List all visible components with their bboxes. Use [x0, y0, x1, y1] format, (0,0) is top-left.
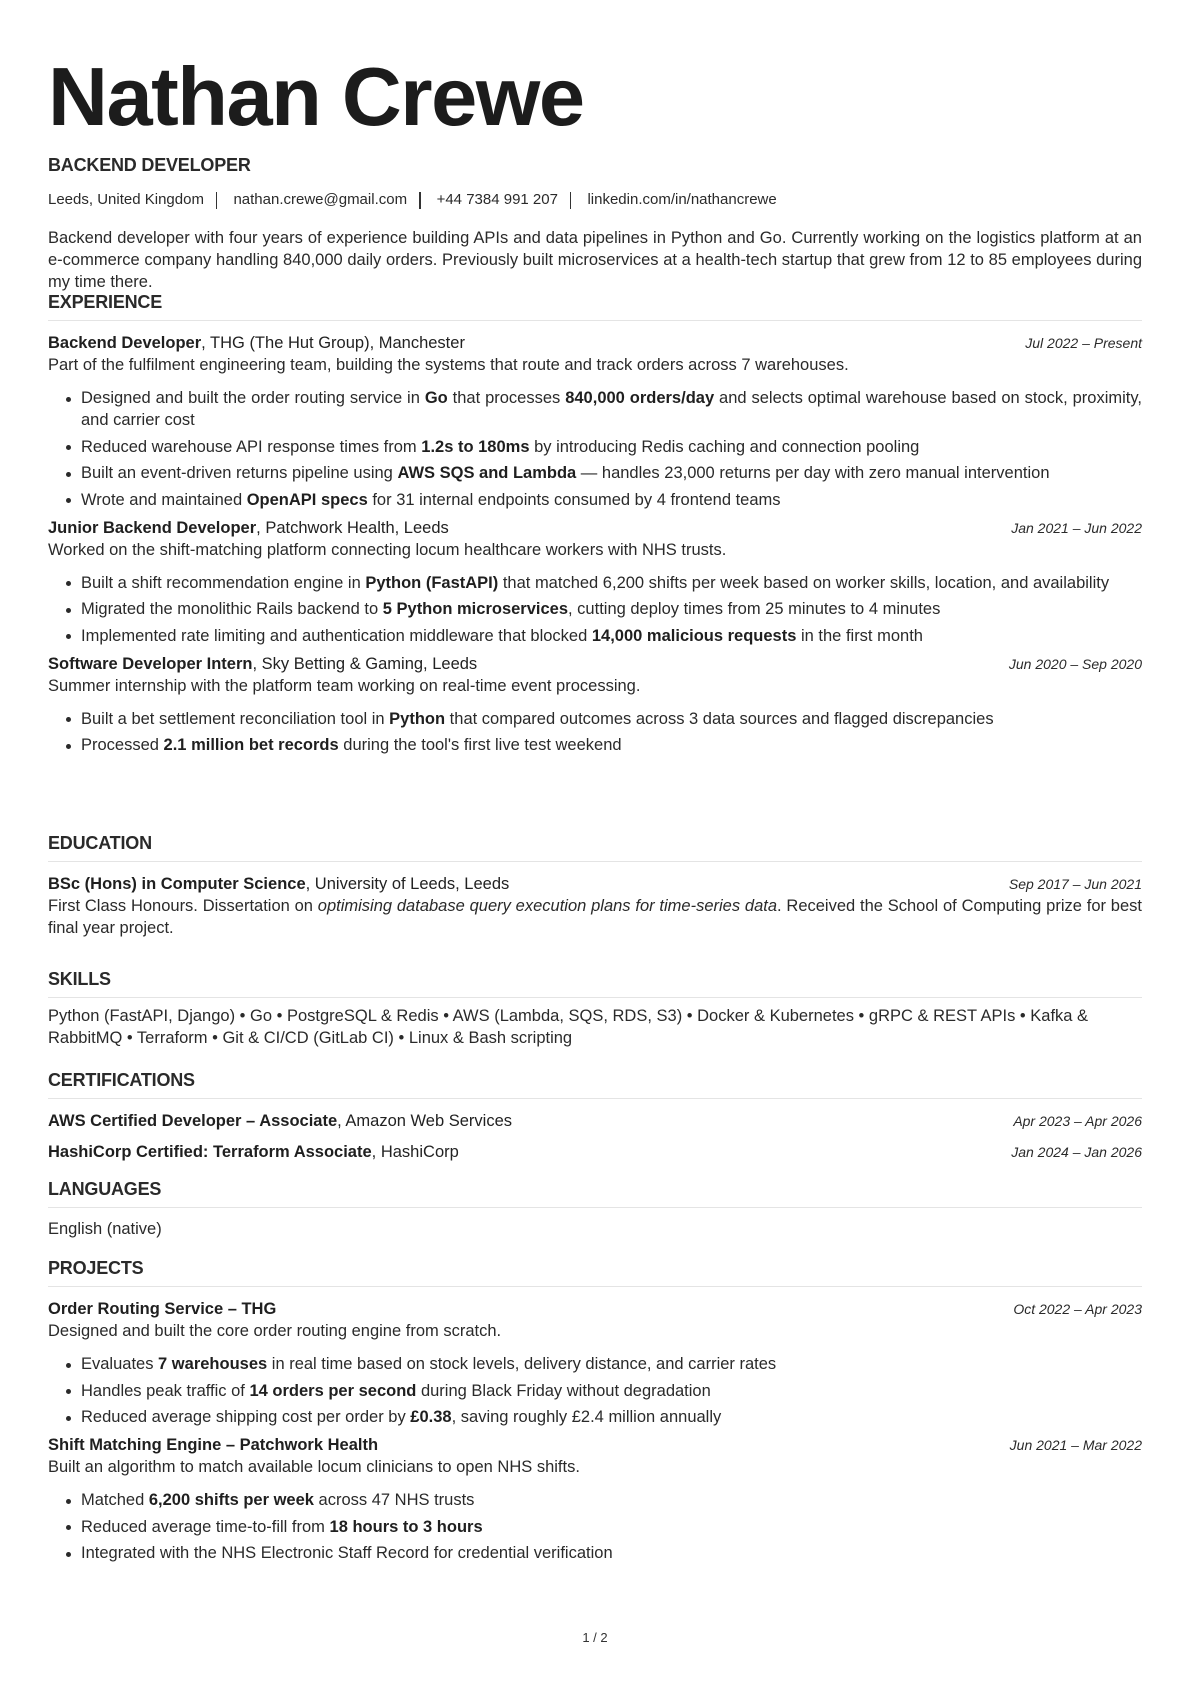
- job-description: Part of the fulfilment engineering team, building the systems that route and track orders across 7 warehouses.: [48, 356, 849, 374]
- candidate-name: Nathan Crewe: [48, 50, 584, 143]
- job-dates: Jan 2021 – Jun 2022: [1011, 519, 1142, 536]
- skills-section: [48, 968, 1142, 1049]
- contact-location: Leeds, United Kingdom: [48, 191, 204, 208]
- job-role: Backend Developer: [48, 334, 202, 352]
- bullet-item: Handles peak traffic of 14 orders per second during Black Friday without degradation: [81, 1380, 1142, 1402]
- job-entry: [48, 653, 1142, 757]
- cert-dates: Jan 2024 – Jan 2026: [1011, 1144, 1142, 1160]
- job-title-line: [48, 653, 477, 675]
- project-dates: Jun 2021 – Mar 2022: [1009, 1437, 1142, 1453]
- contact-email[interactable]: nathan.crewe@gmail.com: [233, 191, 408, 208]
- cert-name: AWS Certified Developer – Associate: [48, 1112, 338, 1130]
- bullet-item: Wrote and maintained OpenAPI specs for 31 internal endpoints consumed by 4 frontend teams: [81, 489, 1142, 511]
- job-org: , Sky Betting & Gaming, Leeds: [252, 654, 478, 673]
- project-description: Designed and built the core order routing engine from scratch.: [48, 1322, 502, 1340]
- job-title-line: [48, 517, 449, 539]
- bullet-item: Built a shift recommendation engine in Python (FastAPI) that matched 6,200 shifts per week based on worker skills, location, and availability: [81, 572, 1142, 594]
- cert-dates: Apr 2023 – Apr 2026: [1013, 1113, 1142, 1129]
- bullet-item: Built an event-driven returns pipeline using AWS SQS and Lambda — handles 23,000 returns per day with zero manual intervention: [81, 462, 1142, 484]
- cert-name: HashiCorp Certified: Terraform Associate: [48, 1143, 372, 1161]
- job-org: , Patchwork Health, Leeds: [256, 518, 449, 537]
- section-title-education: EDUCATION: [48, 832, 1142, 862]
- job-dates: Jul 2022 – Present: [1025, 335, 1142, 351]
- job-bullets: [48, 572, 1142, 647]
- job-entry: [48, 332, 1142, 511]
- bullet-item: Reduced warehouse API response times from 1.2s to 180ms by introducing Redis caching and connection pooling: [81, 436, 1142, 458]
- bullet-item: Designed and built the order routing service in Go that processes 840,000 orders/day and selects optimal warehouse based on stock, proximity, and carrier cost: [81, 389, 1142, 429]
- certification-item: [48, 1141, 1142, 1163]
- education-entry: [48, 873, 1142, 939]
- project-description: Built an algorithm to match available locum clinicians to open NHS shifts.: [48, 1458, 580, 1476]
- contact-row: [48, 190, 1142, 210]
- education-dates: Sep 2017 – Jun 2021: [1008, 876, 1142, 892]
- candidate-headline: BACKEND DEVELOPER: [48, 155, 251, 175]
- project-entry: [48, 1434, 1142, 1564]
- job-org: , THG (The Hut Group), Manchester: [201, 334, 465, 352]
- job-title-line: [48, 332, 465, 354]
- languages-section: [48, 1178, 1142, 1240]
- school-name: , University of Leeds, Leeds: [305, 875, 510, 893]
- page-indicator: 1 / 2: [582, 1630, 608, 1645]
- bullet-item: Migrated the monolithic Rails backend to 5 Python microservices, cutting deploy times from 25 minutes to 4 minutes: [81, 598, 1142, 620]
- section-title-certifications: CERTIFICATIONS: [48, 1069, 1142, 1099]
- project-entry: [48, 1298, 1142, 1428]
- education-description: First Class Honours. Dissertation on optimising database query execution plans for time-series data. Received the School of Computing prize for best final year project.: [48, 897, 1142, 937]
- cert-issuer: , Amazon Web Services: [337, 1112, 513, 1130]
- project-bullets: [48, 1353, 1142, 1428]
- certification-item: [48, 1110, 1142, 1132]
- contact-divider: [216, 192, 218, 209]
- job-description: Summer internship with the platform team working on real-time event processing.: [48, 676, 641, 695]
- bullet-item: Matched 6,200 shifts per week across 47 NHS trusts: [81, 1489, 1142, 1511]
- projects-section: [48, 1257, 1142, 1569]
- project-name: Shift Matching Engine – Patchwork Health: [48, 1436, 379, 1454]
- degree-name: BSc (Hons) in Computer Science: [48, 875, 306, 893]
- professional-summary: Backend developer with four years of experience building APIs and data pipelines in Python and Go. Currently working on the logistics platform at an e-commerce company handling 840,000 daily orders. Previously built microservices at a health-tech startup that grew from 12 to 85 employees during my time there.: [48, 229, 1142, 291]
- cert-issuer: , HashiCorp: [371, 1143, 459, 1161]
- job-role: Junior Backend Developer: [48, 518, 257, 537]
- contact-divider: [570, 192, 572, 209]
- education-section: [48, 832, 1142, 939]
- bullet-item: Integrated with the NHS Electronic Staff Record for credential verification: [81, 1542, 1142, 1564]
- project-dates: Oct 2022 – Apr 2023: [1013, 1301, 1142, 1317]
- job-dates: Jun 2020 – Sep 2020: [1008, 655, 1142, 672]
- job-entry: [48, 517, 1142, 647]
- contact-divider: [419, 192, 421, 209]
- bullet-item: Evaluates 7 warehouses in real time based on stock levels, delivery distance, and carrier rates: [81, 1353, 1142, 1375]
- project-bullets: [48, 1489, 1142, 1564]
- job-role: Software Developer Intern: [48, 654, 253, 673]
- section-title-experience: EXPERIENCE: [48, 291, 1142, 321]
- contact-linkedin[interactable]: linkedin.com/in/nathancrewe: [587, 191, 777, 208]
- bullet-item: Processed 2.1 million bet records during the tool's first live test weekend: [81, 734, 1142, 756]
- skills-list: Python (FastAPI, Django) • Go • PostgreSQL & Redis • AWS (Lambda, SQS, RDS, S3) • Docker & Kubernetes • gRPC & REST APIs • Kafka & RabbitMQ • Terraform • Git & CI/CD (GitLab CI) • Linux & Bash scripting: [48, 1007, 1089, 1047]
- bullet-item: Reduced average shipping cost per order by £0.38, saving roughly £2.4 million annually: [81, 1406, 1142, 1428]
- resume-page: [48, 0, 1142, 1562]
- degree-line: [48, 873, 509, 895]
- section-title-projects: PROJECTS: [48, 1257, 1142, 1287]
- job-bullets: [48, 708, 1142, 757]
- certifications-section: [48, 1069, 1142, 1163]
- job-bullets: [48, 387, 1142, 511]
- languages-list: English (native): [48, 1220, 162, 1238]
- project-name: Order Routing Service – THG: [48, 1300, 277, 1318]
- section-title-languages: LANGUAGES: [48, 1178, 1142, 1208]
- bullet-item: Built a bet settlement reconciliation tool in Python that compared outcomes across 3 data sources and flagged discrepancies: [81, 708, 1142, 730]
- contact-phone[interactable]: +44 7384 991 207: [436, 191, 558, 208]
- bullet-item: Reduced average time-to-fill from 18 hours to 3 hours: [81, 1516, 1142, 1538]
- section-title-skills: SKILLS: [48, 968, 1142, 998]
- job-description: Worked on the shift-matching platform connecting locum healthcare workers with NHS trusts.: [48, 540, 727, 559]
- bullet-item: Implemented rate limiting and authentication middleware that blocked 14,000 malicious requests in the first month: [81, 625, 1142, 647]
- experience-section: [48, 291, 1142, 761]
